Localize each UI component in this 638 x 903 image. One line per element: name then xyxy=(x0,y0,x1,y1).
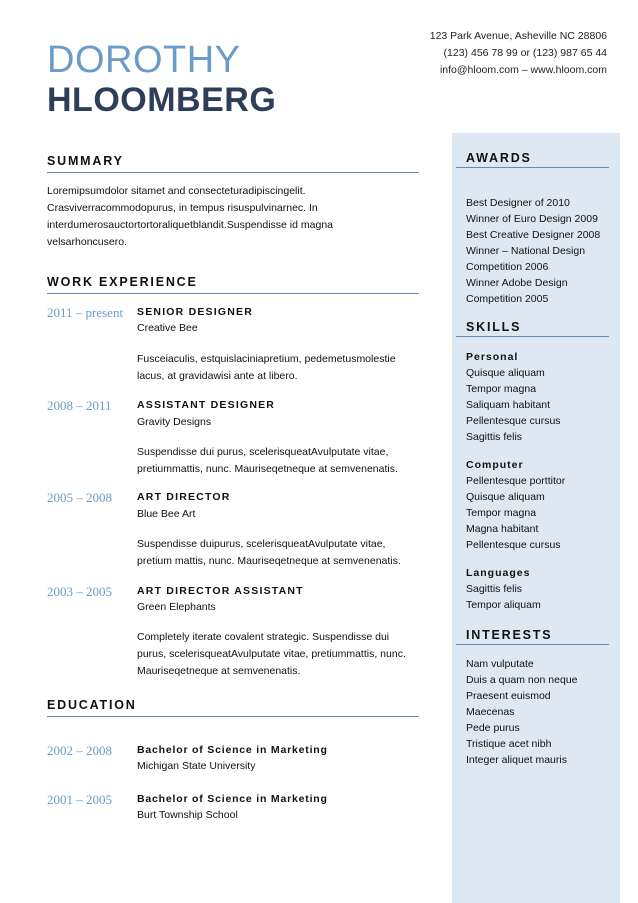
interest-item: Integer aliquet mauris xyxy=(466,754,567,766)
summary-text xyxy=(47,183,333,251)
last-name: HLOOMBERG xyxy=(47,81,277,119)
award-item: Winner – National Design xyxy=(466,245,586,257)
interest-item: Tristique acet nibh xyxy=(466,738,552,750)
work-desc xyxy=(137,536,422,570)
summary-heading: SUMMARY xyxy=(47,154,124,168)
interest-item: Praesent euismod xyxy=(466,690,551,702)
skill-group-heading: Personal xyxy=(466,351,519,363)
skill-group-list xyxy=(466,581,541,613)
summary-line: Crasviverracommodopurus, in tempus risuspulvinarnec. In xyxy=(47,202,318,214)
work-desc xyxy=(137,629,427,680)
first-name: DOROTHY xyxy=(47,39,241,81)
work-desc-line: Suspendisse dui purus, scelerisqueatAvulputate vitae, xyxy=(137,446,389,458)
education-date: 2001 – 2005 xyxy=(47,792,112,807)
work-date: 2005 – 2008 xyxy=(47,490,112,505)
work-desc-line: pretiummattis, nunc. Mauriseqetneque at semvenenatis. xyxy=(137,463,398,475)
work-title: SENIOR DESIGNER xyxy=(137,306,254,318)
skill-item: Quisque aliquam xyxy=(466,367,545,379)
work-desc xyxy=(137,444,422,478)
skill-item: Pellentesque porttitor xyxy=(466,475,566,487)
skill-item: Sagittis felis xyxy=(466,583,523,595)
skill-item: Tempor aliquam xyxy=(466,599,541,611)
skill-group-list xyxy=(466,365,561,445)
summary-line: Loremipsumdolor sitamet and consecteturadipiscingelit. xyxy=(47,185,306,197)
interest-item: Duis a quam non neque xyxy=(466,674,578,686)
skill-item: Tempor magna xyxy=(466,383,537,395)
work-desc-line: Completely iterate covalent strategic. Suspendisse dui xyxy=(137,631,390,643)
work-heading: WORK EXPERIENCE xyxy=(47,275,198,289)
skill-item: Tempor magna xyxy=(466,507,537,519)
work-title: ART DIRECTOR xyxy=(137,491,231,503)
contact-block xyxy=(430,28,607,79)
work-desc-line: Mauriseqetneque at semvenenatis. xyxy=(137,665,301,677)
skill-item: Quisque aliquam xyxy=(466,491,545,503)
education-date: 2002 – 2008 xyxy=(47,743,112,758)
summary-rule xyxy=(47,172,419,173)
skills-heading: SKILLS xyxy=(466,320,522,334)
education-rule xyxy=(47,716,419,717)
skill-item: Saliquam habitant xyxy=(466,399,551,411)
interest-item: Pede purus xyxy=(466,722,520,734)
education-school: Burt Township School xyxy=(137,809,238,821)
work-date: 2003 – 2005 xyxy=(47,584,112,599)
contact-phone: (123) 456 78 99 or (123) 987 65 44 xyxy=(443,47,607,59)
work-desc-line: pretium mattis, nunc. Mauriseqetneque at semvenenatis. xyxy=(137,555,401,567)
education-degree: Bachelor of Science in Marketing xyxy=(137,744,328,756)
skills-rule xyxy=(456,336,609,337)
award-item: Competition 2006 xyxy=(466,261,549,273)
interests-rule xyxy=(456,644,609,645)
work-title: ART DIRECTOR ASSISTANT xyxy=(137,585,304,597)
skill-item: Pellentesque cursus xyxy=(466,539,561,551)
contact-web: info@hloom.com – www.hloom.com xyxy=(439,64,607,76)
skill-group-list xyxy=(466,473,565,553)
awards-heading: AWARDS xyxy=(466,151,532,165)
skill-item: Pellentesque cursus xyxy=(466,415,561,427)
awards-rule xyxy=(456,167,609,168)
award-item: Best Creative Designer 2008 xyxy=(466,229,601,241)
education-degree: Bachelor of Science in Marketing xyxy=(137,793,328,805)
interests-heading: INTERESTS xyxy=(466,628,553,642)
summary-line: interdumerosauctortortoraliquetblandit.Suspendisse id magna xyxy=(47,219,334,231)
work-desc-line: Fusceiaculis, estquislaciniapretium, pedemetusmolestie xyxy=(137,353,396,365)
summary-line: velsarhoncusero. xyxy=(47,236,127,248)
work-rule xyxy=(47,293,419,294)
work-desc-line: purus, scelerisqueatAvulputate vitae, pretiummattis, nunc. xyxy=(137,648,406,660)
award-item: Winner of Euro Design 2009 xyxy=(466,213,598,225)
work-org: Creative Bee xyxy=(137,322,198,334)
work-org: Blue Bee Art xyxy=(137,508,196,520)
skill-group-heading: Computer xyxy=(466,459,524,471)
interests-list xyxy=(466,656,578,768)
education-school: Michigan State University xyxy=(137,760,256,772)
contact-address: 123 Park Avenue, Asheville NC 28806 xyxy=(429,30,607,42)
work-title: ASSISTANT DESIGNER xyxy=(137,399,276,411)
work-date: 2008 – 2011 xyxy=(47,398,112,413)
award-item: Competition 2005 xyxy=(466,293,549,305)
award-item: Best Designer of 2010 xyxy=(466,197,570,209)
award-item: Winner Adobe Design xyxy=(466,277,568,289)
work-date: 2011 – present xyxy=(47,305,124,320)
education-heading: EDUCATION xyxy=(47,698,137,712)
work-org: Gravity Designs xyxy=(137,416,212,428)
work-org: Green Elephants xyxy=(137,601,216,613)
skill-group-heading: Languages xyxy=(466,567,531,579)
skill-item: Sagittis felis xyxy=(466,431,523,443)
awards-list xyxy=(466,195,600,307)
work-desc-line: Suspendisse duipurus, scelerisqueatAvulputate vitae, xyxy=(137,538,386,550)
interest-item: Maecenas xyxy=(466,706,515,718)
skill-item: Magna habitant xyxy=(466,523,539,535)
work-desc xyxy=(137,351,422,385)
work-desc-line: lacus, at gravidawisi ante at libero. xyxy=(137,370,298,382)
interest-item: Nam vulputate xyxy=(466,658,534,670)
